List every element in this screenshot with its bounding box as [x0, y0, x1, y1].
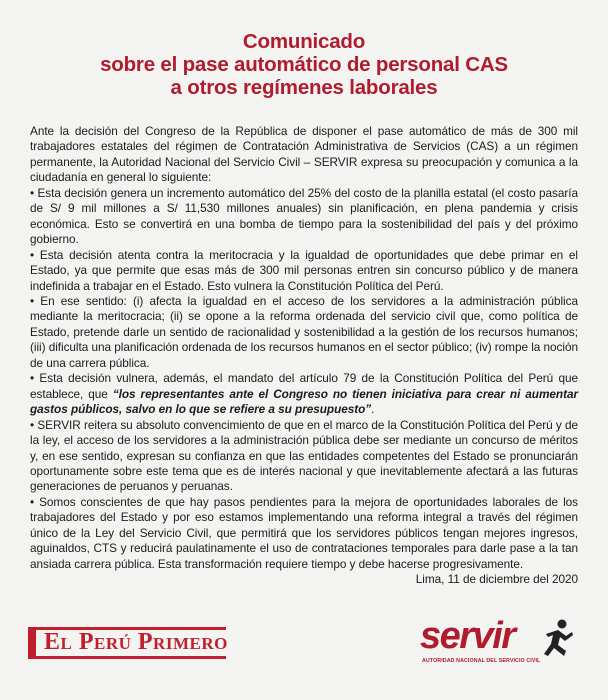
signature-date: Lima, 11 de diciembre del 2020	[415, 572, 578, 587]
logo-wordmark	[44, 629, 228, 656]
servir-wordmark: servir	[420, 615, 515, 657]
logo-text: El Perú Primero	[44, 629, 228, 655]
bullet-servir-conviction: • SERVIR reitera su absoluto convencimiento de que en el marco de la Constitución Política del Perú y de la ley, el acceso de los servidores a la administración pública debe ser mediante un concurso de méritos y, en ese sentido, expresan su confianza en que las entidades competentes del Estado se pronunciarán oportunamente sobre este tema que es de interés nacional y que inevitablemente afectará a las futuras generaciones de peruanos y peruanas.	[30, 417, 578, 494]
logo-left-bar	[28, 627, 36, 659]
el-peru-primero-logo	[28, 624, 238, 662]
servir-logo	[420, 616, 582, 672]
logo-bottom-rule	[36, 656, 226, 659]
title-line-3: a otros regímenes laborales	[170, 76, 438, 99]
article-79-text: • Esta decisión vulnera, además, el mandato del artículo 79 de la Constitución Política del Perú que establece, que	[30, 371, 578, 401]
communique-title	[0, 30, 608, 99]
title-line-1: Comunicado	[242, 30, 366, 53]
communique-body	[30, 124, 578, 588]
title-line-2: sobre el pase automático de personal CAS	[100, 53, 508, 76]
intro-paragraph: Ante la decisión del Congreso de la República de disponer el pase automático de más de 300 mil trabajadores estatales del régimen de Contratación Administrativa de Servicios (CAS) a un régimen permanente, la Autoridad Nacional del Servicio Civil – SERVIR expresa su preocupación y comunica a la ciudadanía en general lo siguiente:	[30, 124, 578, 185]
bullet-article-79	[30, 371, 578, 417]
bullet-cost-increase: • Esta decisión genera un incremento automático del 25% del costo de la planilla estatal (el costo pasaría de S/ 9 mil millones a S/ 11,530 millones anuales) sin planificación, en plena pandemia y crisis económica. Esto se convertirá en una bomba de tiempo para la sostenibilidad del país y del próximo gobierno.	[30, 185, 578, 247]
bullet-reform: • Somos conscientes de que hay pasos pendientes para la mejora de oportunidades laborales de los trabajadores del Estado y por eso estamos implementando una reforma integral a través del régimen único de la Ley del Servicio Civil, que permitirá que los servidores públicos tengan mejores ingresos, aguinaldos, CTS y reducirá paulatinamente el uso de contrataciones temporales para darle pase a la tan ansiada carrera pública. Esta transformación requiere tiempo y debe hacerse progresivamente.	[30, 494, 578, 571]
bullet-effects-list: • En ese sentido: (i) afecta la igualdad en el acceso de los servidores a la administración pública mediante la meritocracia; (ii) se opone a la reforma ordenada del servicio civil que, como política de Estado, pretende darle un sentido de racionalidad y sostenibilidad a la gestión de los recursos humanos; (iii) dificulta una planificación ordenada de los recursos humanos en el sector público; (iv) rompe la noción de una carrera pública.	[30, 293, 578, 370]
running-figure-icon	[538, 618, 574, 658]
article-79-end: .	[371, 402, 375, 417]
article-79-quote: “los representantes ante el Congreso no tienen iniciativa para crear ni aumentar gastos públicos, salvo en lo que se refiere a su presupuesto”	[30, 386, 579, 417]
bullet-meritocracy: • Esta decisión atenta contra la meritocracia y la igualdad de oportunidades que debe primar en el Estado, ya que permite que esas más de 300 mil personas entren sin concurso público y de manera indefinida a trabajar en el Estado. Esto vulnera la Constitución Política del Perú.	[30, 247, 578, 293]
servir-tagline: AUTORIDAD NACIONAL DEL SERVICIO CIVIL	[422, 658, 541, 664]
